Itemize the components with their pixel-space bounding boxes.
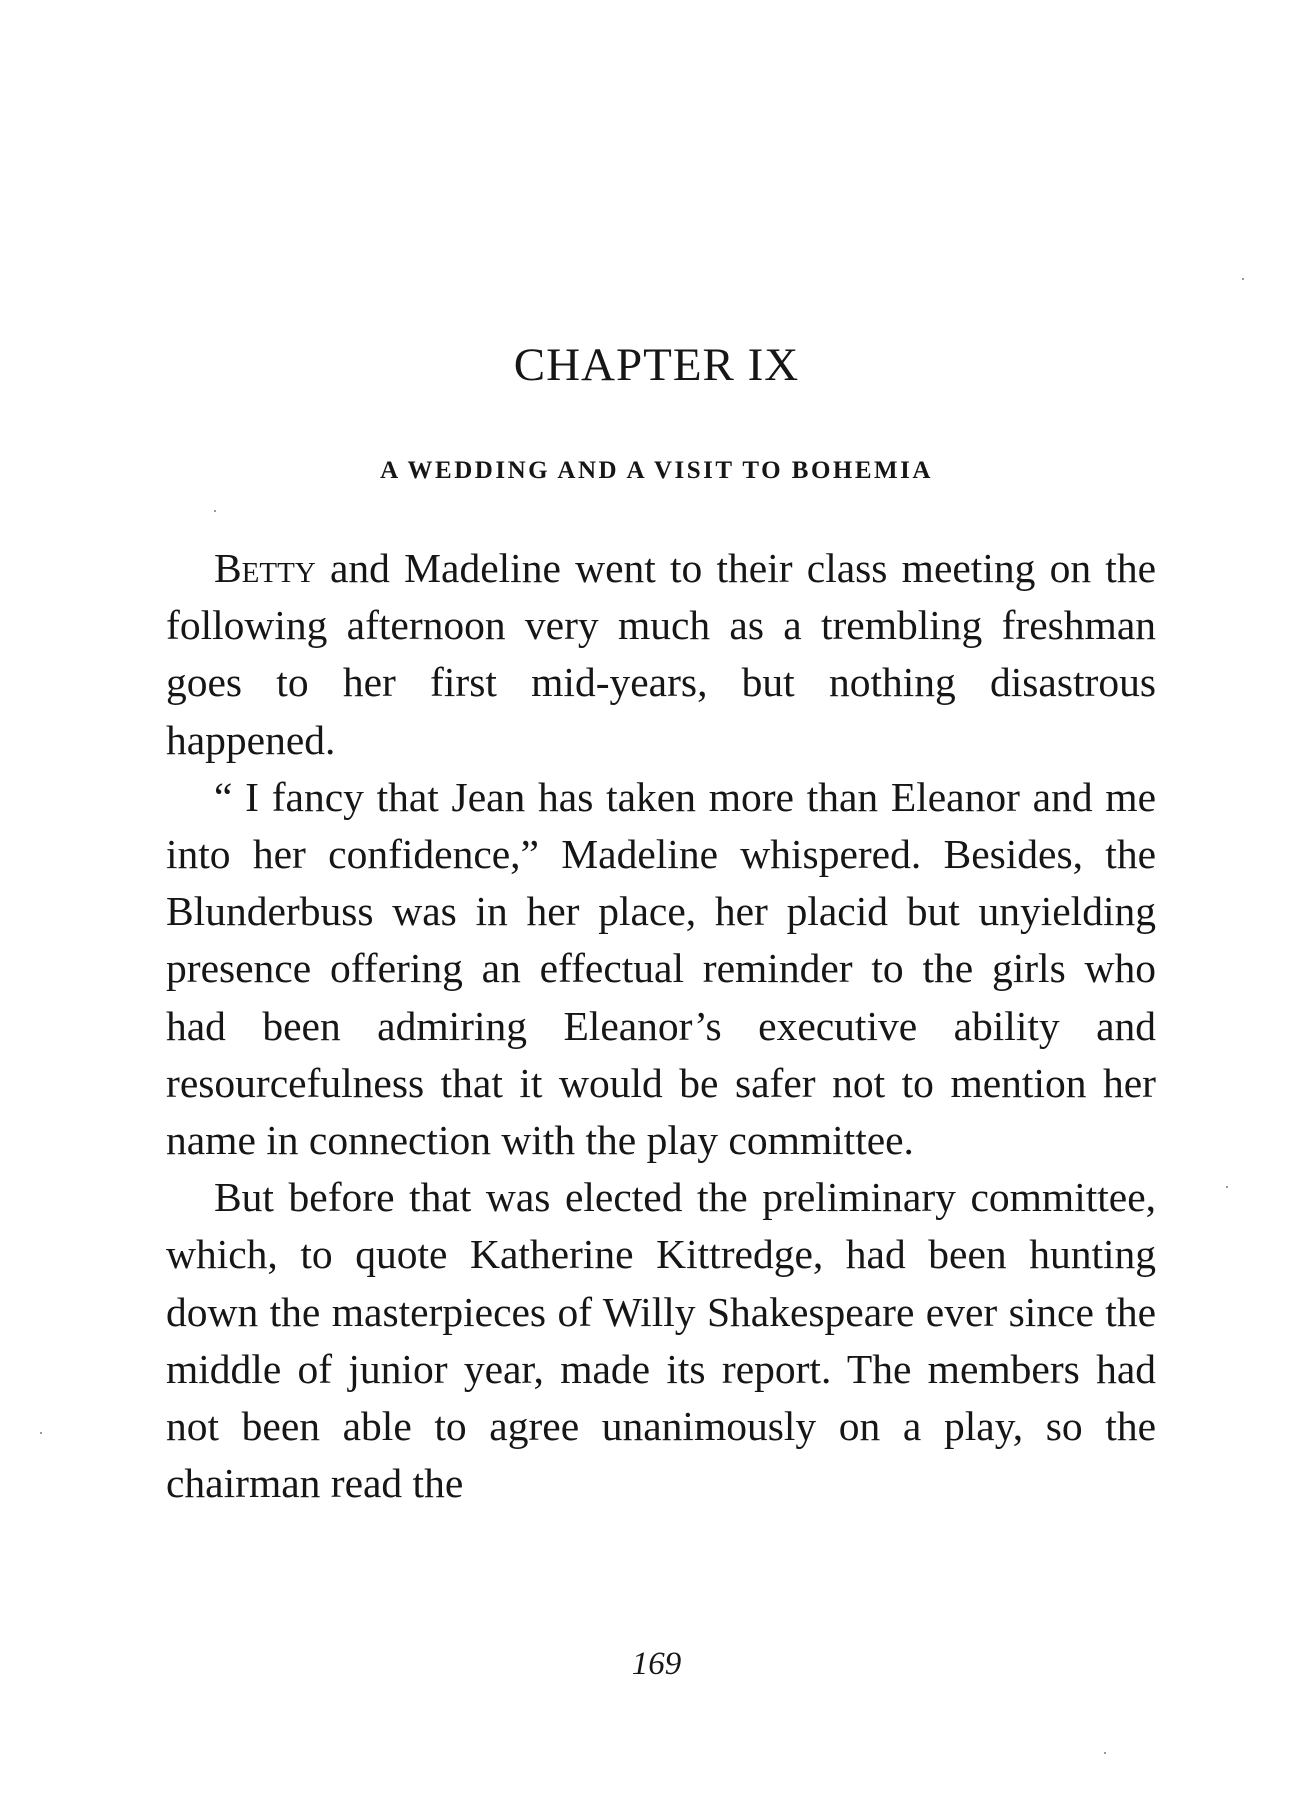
paragraph-lead-word: Betty [214,545,316,591]
paragraph-text: “ I fancy that Jean has taken more than Eleanor and me into her confidence,” Madeline whispered. Besides, the Blunderbuss was in her place, her placid but unyielding presence offering an effectual reminder to the girls who had been admiring Eleanor’s executive ability and resourcefulness that it would be safer not to mention her name in connection with the play committee. [166,773,1156,1164]
scan-speck [1104,1752,1106,1754]
body-text [166,540,1156,1512]
page-number: 169 [631,1646,682,1682]
paragraph [166,1169,1156,1512]
chapter-heading: CHAPTER IX [513,339,800,391]
scan-speck [1242,278,1244,280]
paragraph-text: and Madeline went to their class meeting on the following afternoon very much as a trembling freshman goes to her first mid-years, but nothing disastrous happened. [166,545,1156,763]
scan-speck [214,510,216,512]
scan-speck [1226,1186,1228,1188]
paragraph-text: But before that was elected the preliminary committee, which, to quote Katherine Kittredge, had been hunting down the masterpieces of Willy Shakespeare ever since the middle of junior year, made its report. The members had not been able to agree unanimously on a play, so the chairman read the [166,1174,1156,1507]
paragraph [166,769,1156,1169]
chapter-subtitle: A WEDDING AND A VISIT TO BOHEMIA [380,457,933,484]
scan-speck [40,1432,42,1434]
paragraph [166,540,1156,769]
